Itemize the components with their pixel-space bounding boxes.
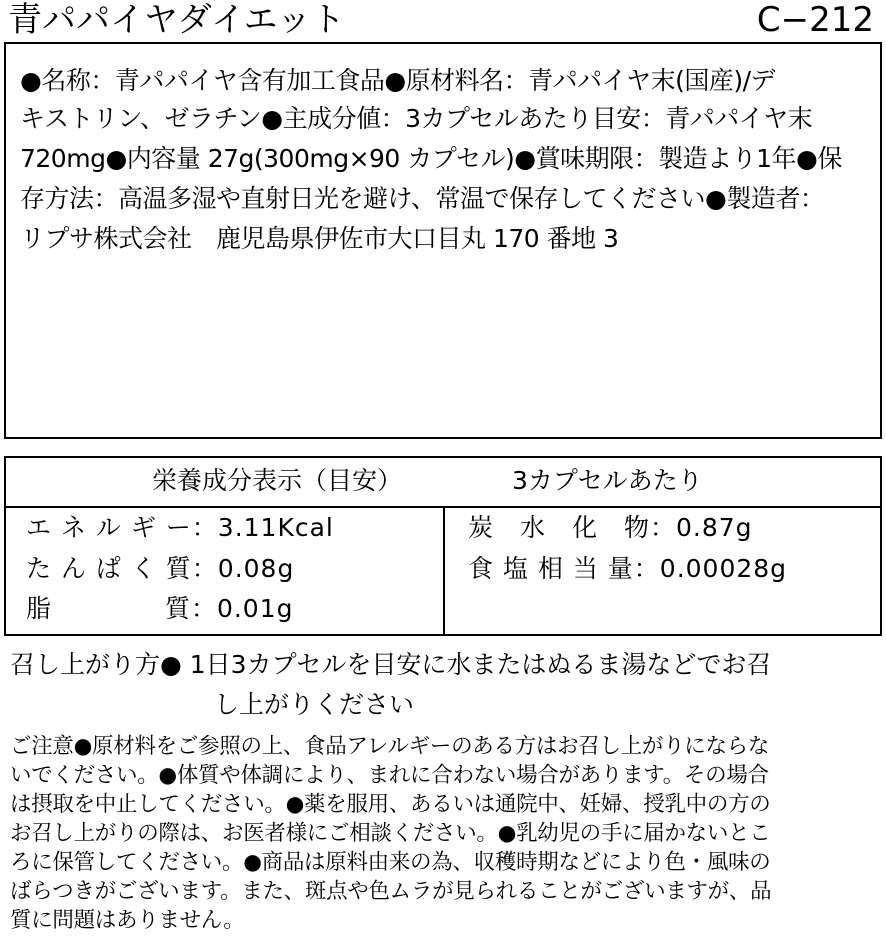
usage-line: 召し上がり方● 1日3カプセルを目安に水またはぬるま湯などでお召 <box>10 650 772 679</box>
nutrition-basis: 3カプセルあたり <box>512 466 703 495</box>
nutrition-salt: 食 塩 相 当 量：0.00028g <box>468 554 788 583</box>
nutrition-title: 栄養成分表示（目安） <box>152 466 403 495</box>
divider <box>443 506 445 634</box>
nutrition-protein: た ん ぱ く 質：0.08g <box>26 554 295 583</box>
product-info-box <box>4 42 882 439</box>
info-line: ●名称：青パパイヤ含有加工食品●原材料名：青パパイヤ末(国産)/デ <box>20 66 776 95</box>
nutrition-fat: 脂 質：0.01g <box>26 594 294 623</box>
nutrition-energy: エ ネ ル ギ ー：3.11Kcal <box>26 513 334 542</box>
caution-line: ばらつきがございます。また、斑点や色ムラが見られることがございますが、品 <box>10 879 772 904</box>
usage-line: し上がりください <box>214 690 415 719</box>
caution-line: ろに保管してください。●商品は原料由来の為、収穫時期などにより色・風味の <box>10 850 771 875</box>
product-code: C−212 <box>756 0 874 40</box>
info-line: キストリン、ゼラチン●主成分値：3カプセルあたり目安：青パパイヤ末 <box>20 104 813 133</box>
caution-line: ご注意●原材料をご参照の上、食品アレルギーのある方はお召し上がりにならな <box>10 734 770 759</box>
caution-line: お召し上がりの際は、お医者様にご相談ください。●乳幼児の手に届かないとこ <box>10 821 771 846</box>
info-line: 720mg●内容量 27g(300mg×90 カプセル)●賞味期限：製造より1年●保 <box>20 144 842 173</box>
info-line: リプサ株式会社 鹿児島県伊佐市大口目丸 170 番地 3 <box>20 224 619 253</box>
info-line: 存方法：高温多湿や直射日光を避け、常温で保存してください●製造者： <box>20 184 825 213</box>
nutrition-table <box>4 456 882 636</box>
caution-line: は摂取を中止してください。●薬を服用、あるいは通院中、妊婦、授乳中の方の <box>10 792 771 817</box>
caution-line: 質に問題はありません。 <box>10 908 245 933</box>
nutrition-carbohydrate: 炭 水 化 物：0.87g <box>468 513 753 542</box>
caution-line: いでください。●体質や体調により、まれに合わない場合があります。その場合 <box>10 763 769 788</box>
product-title: 青パパイヤダイエット <box>8 0 345 40</box>
